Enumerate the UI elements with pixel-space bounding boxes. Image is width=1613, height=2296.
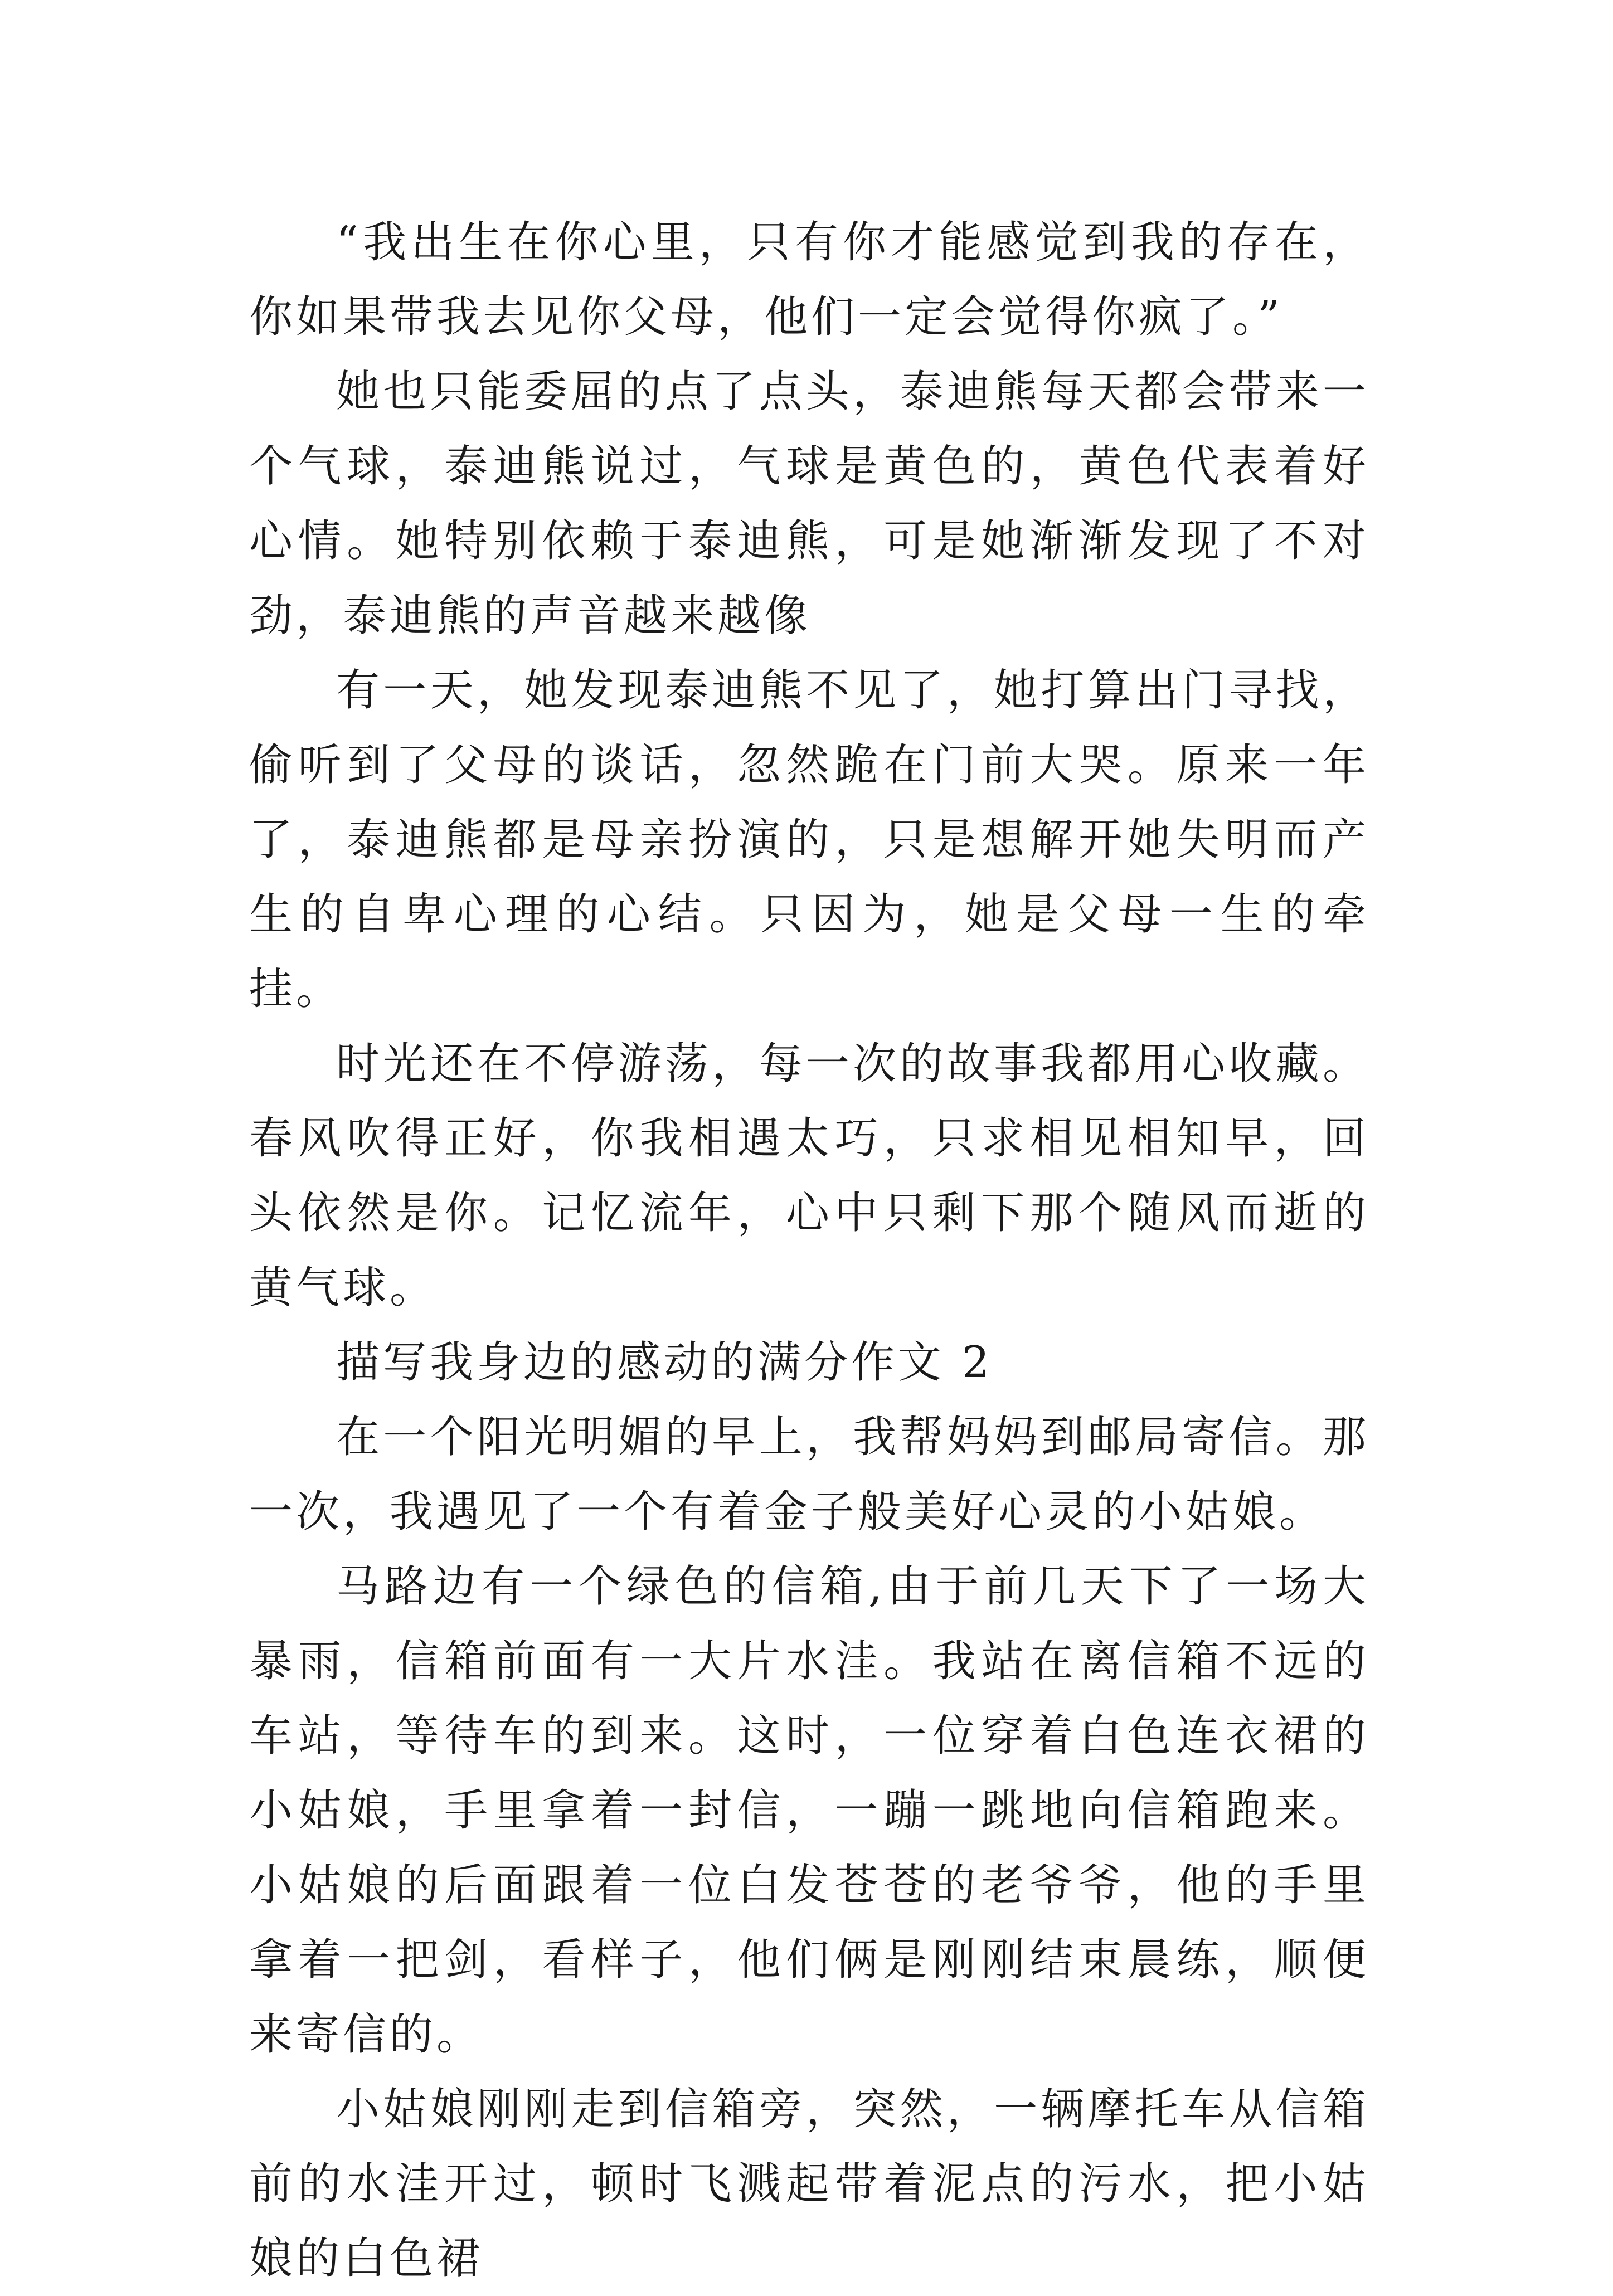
paragraph-quote: “我出生在你心里，只有你才能感觉到我的存在，你如果带我去见你父母，他们一定会觉得你疯了。” xyxy=(249,217,1369,342)
paragraph-morning: 在一个阳光明媚的早上，我帮妈妈到邮局寄信。那一次，我遇见了一个有着金子般美好心灵的小姑娘。 xyxy=(249,1412,1369,1537)
paragraph-mailbox: 马路边有一个绿色的信箱,由于前几天下了一场大暴雨，信箱前面有一大片水洼。我站在离信箱不远的车站，等待车的到来。这时，一位穿着白色连衣裙的小姑娘，手里拿着一封信，一蹦一跳地向信箱跑来。小姑娘的后面跟着一位白发苍苍的老爷爷，他的手里拿着一把剑，看样子，他们俩是刚刚结束晨练，顺便来寄信的。 xyxy=(249,1562,1369,2060)
essay-heading: 描写我身边的感动的满分作文 2 xyxy=(336,1337,993,1388)
document-body xyxy=(249,205,1369,2296)
paragraph-memory: 时光还在不停游荡，每一次的故事我都用心收藏。春风吹得正好，你我相遇太巧，只求相见相知早，回头依然是你。记忆流年，心中只剩下那个随风而逝的黄气球。 xyxy=(249,1039,1369,1313)
paragraph-motorcycle: 小姑娘刚刚走到信箱旁，突然，一辆摩托车从信箱前的水洼开过，顿时飞溅起带着泥点的污水，把小姑娘的白色裙 xyxy=(249,2084,1369,2284)
paragraph-teddy-bear: 她也只能委屈的点了点头，泰迪熊每天都会带来一个气球，泰迪熊说过，气球是黄色的，黄色代表着好心情。她特别依赖于泰迪熊，可是她渐渐发现了不对劲，泰迪熊的声音越来越像 xyxy=(249,367,1369,641)
paragraph-discovery: 有一天，她发现泰迪熊不见了，她打算出门寻找，偷听到了父母的谈话，忽然跪在门前大哭。原来一年了，泰迪熊都是母亲扮演的，只是想解开她失明而产生的自卑心理的心结。只因为，她是父母一生的牵挂。 xyxy=(249,665,1369,1014)
